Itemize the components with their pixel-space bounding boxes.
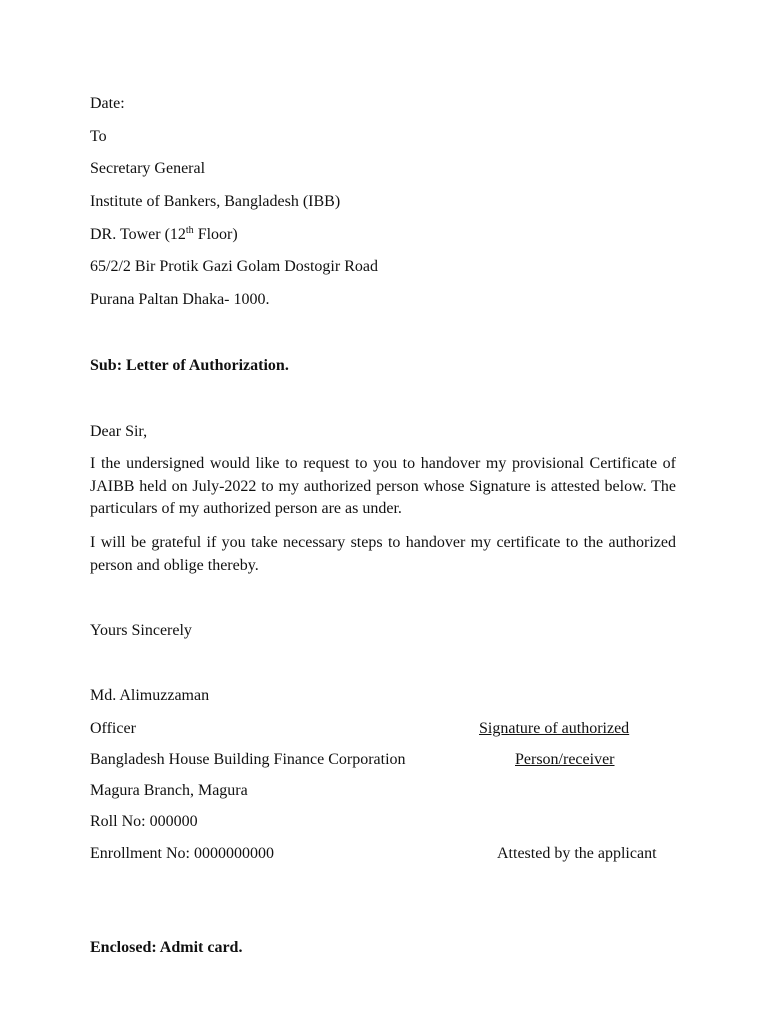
sender-organization: Bangladesh House Building Finance Corporation <box>90 751 406 768</box>
signature-label-line2: Person/receiver <box>515 751 615 768</box>
enclosure-line: Enclosed: Admit card. <box>90 939 243 956</box>
date-label: Date: <box>90 95 125 112</box>
sender-name: Md. Alimuzzaman <box>90 687 210 704</box>
recipient-title: Secretary General <box>90 160 206 177</box>
building-prefix: DR. Tower (12 <box>90 226 186 243</box>
salutation: Dear Sir, <box>90 423 148 440</box>
sender-branch: Magura Branch, Magura <box>90 782 248 799</box>
building-superscript: th <box>185 225 194 236</box>
recipient-building <box>90 225 238 245</box>
recipient-street: 65/2/2 Bir Protik Gazi Golam Dostogir Road <box>90 258 378 275</box>
subject-line: Sub: Letter of Authorization. <box>90 357 289 374</box>
recipient-organization: Institute of Bankers, Bangladesh (IBB) <box>90 193 341 210</box>
signature-label-line1: Signature of authorized <box>479 720 630 737</box>
body-paragraph-1: I the undersigned would like to request to you to handover my provisional Certificate of JAIBB held on July-2022 to my authorized person whose Signature is attested below. The particulars of my authorized person are as under. <box>90 455 676 517</box>
body-paragraph-2: I will be grateful if you take necessary steps to handover my certificate to the authorized person and oblige thereby. <box>90 534 676 574</box>
closing: Yours Sincerely <box>90 622 192 639</box>
sender-designation: Officer <box>90 720 136 737</box>
sender-enrollment-no: Enrollment No: 0000000000 <box>90 845 274 862</box>
sender-roll-no: Roll No: 000000 <box>90 813 198 830</box>
recipient-city: Purana Paltan Dhaka- 1000. <box>90 291 270 308</box>
attested-label: Attested by the applicant <box>497 845 657 862</box>
to-label: To <box>90 128 107 145</box>
building-suffix: Floor) <box>193 226 238 243</box>
